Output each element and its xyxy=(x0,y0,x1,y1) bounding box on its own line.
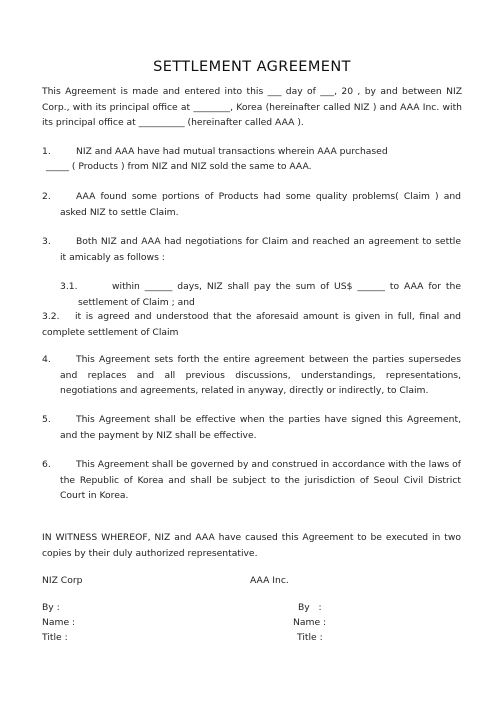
signature-right-title: Title : xyxy=(297,632,323,643)
clause-1-continuation: _____ ( Products ) from NIZ and NIZ sold the same to AAA. xyxy=(46,161,312,172)
clause-1-number: 1. xyxy=(42,146,51,157)
clause-4-number: 4. xyxy=(42,354,51,365)
clause-6-text: This Agreement shall be governed by and construed in accordance with the laws of the Republic of Korea and shall be subject to the jurisdiction of Seoul Civil District Court in Korea. xyxy=(60,459,461,501)
signature-left-title: Title : xyxy=(42,632,68,643)
signature-right-name: Name : xyxy=(293,617,327,628)
clause-3-1-text: within ______ days, NIZ shall pay the sum of US$ ______ to AAA for the settlement of Claim ; and xyxy=(78,281,461,308)
clause-6-number: 6. xyxy=(42,459,51,470)
clause-2-number: 2. xyxy=(42,191,51,202)
clause-4-text: This Agreement sets forth the entire agreement between the parties supersedes and replaces and all previous discussions, understandings, representations, negotiations and agreements, related in anyway, directly or indirectly, to Claim. xyxy=(60,354,461,396)
signature-right-by: By : xyxy=(298,602,322,613)
signature-left-party: NIZ Corp xyxy=(42,575,83,586)
witness-paragraph: IN WITNESS WHEREOF, NIZ and AAA have caused this Agreement to be executed in two copies by their duly authorized representative. xyxy=(42,532,461,559)
signature-right-party: AAA Inc. xyxy=(250,575,289,586)
signature-left-by: By : xyxy=(42,602,60,613)
clause-1-text: NIZ and AAA have had mutual transactions wherein AAA purchased xyxy=(76,146,388,157)
clause-3-2-text: it is agreed and understood that the aforesaid amount is given in full, final and complete settlement of Claim xyxy=(42,311,461,338)
intro-paragraph: This Agreement is made and entered into this ___ day of ___, 20 , by and between NIZ Corp., with its principal office at ________, Korea (hereinafter called NIZ ) and AAA Inc. with its principal office at __________ (hereinafter called AAA ). xyxy=(42,86,462,128)
clause-3-1-number: 3.1. xyxy=(60,281,78,292)
clause-5-number: 5. xyxy=(42,414,51,425)
clause-5-text: This Agreement shall be effective when the parties have signed this Agreement, and the payment by NIZ shall be effective. xyxy=(60,414,461,441)
clause-3-number: 3. xyxy=(42,236,51,247)
clause-2-text: AAA found some portions of Products had some quality problems( Claim ) and asked NIZ to settle Claim. xyxy=(60,191,461,218)
clause-3-text: Both NIZ and AAA had negotiations for Claim and reached an agreement to settle it amicably as follows : xyxy=(60,236,461,263)
clause-3-2-number: 3.2. xyxy=(42,311,60,322)
page-title: SETTLEMENT AGREEMENT xyxy=(153,59,351,75)
signature-left-name: Name : xyxy=(42,617,76,628)
